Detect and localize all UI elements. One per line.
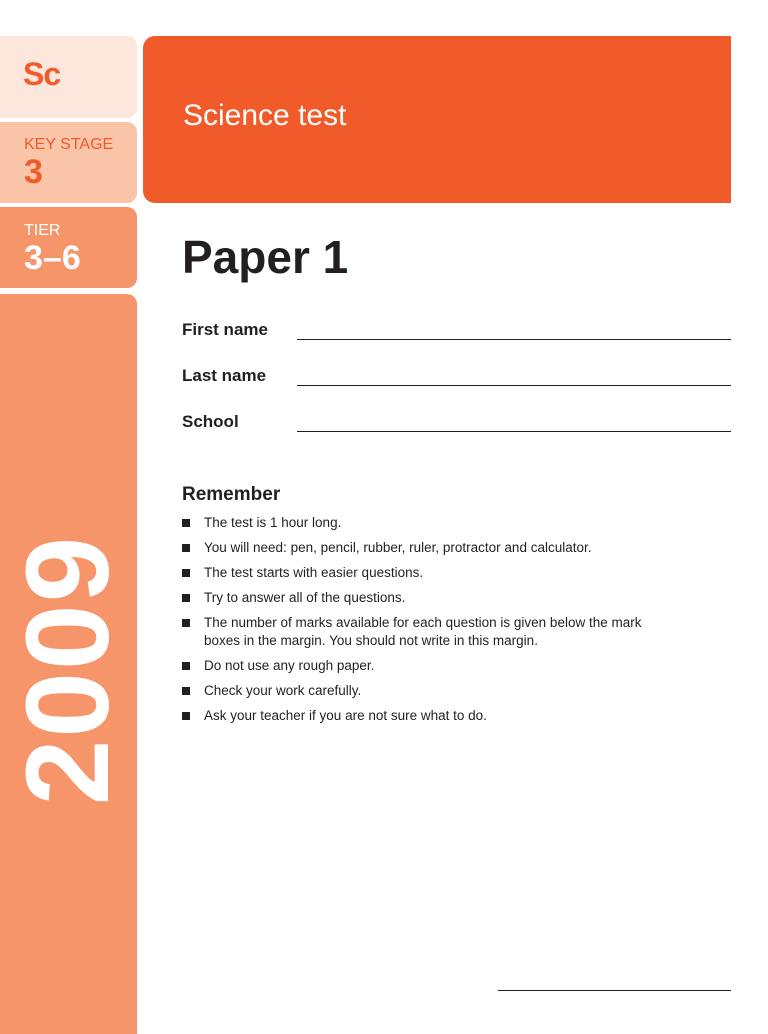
subject-panel	[0, 36, 137, 118]
key-stage-number: 3	[24, 153, 43, 191]
rule-text: Check your work carefully.	[204, 683, 362, 698]
list-item	[182, 707, 652, 725]
school-label: School	[182, 412, 239, 431]
key-stage-label: KEY STAGE	[24, 136, 114, 153]
list-item	[182, 614, 652, 650]
subject-code: Sc	[23, 56, 61, 92]
rule-text: You will need: pen, pencil, rubber, ruler, protractor and calculator.	[204, 540, 592, 555]
tier-label: TIER	[24, 222, 61, 239]
bullet-icon	[182, 569, 190, 577]
first-name-line[interactable]	[297, 339, 731, 340]
list-item	[182, 564, 652, 582]
first-name-label: First name	[182, 320, 268, 339]
rule-text: The number of marks available for each question is given below the mark boxes in the margin. You should not write in this margin.	[204, 615, 642, 648]
last-name-line[interactable]	[297, 385, 731, 386]
list-item	[182, 657, 652, 675]
bullet-icon	[182, 519, 190, 527]
key-stage-panel	[0, 122, 137, 203]
rule-text: Ask your teacher if you are not sure what to do.	[204, 708, 487, 723]
rule-text: Do not use any rough paper.	[204, 658, 375, 673]
school-line[interactable]	[297, 431, 731, 432]
bullet-icon	[182, 687, 190, 695]
rule-text: The test starts with easier questions.	[204, 565, 424, 580]
last-name-field[interactable]	[182, 366, 731, 390]
footer-line	[498, 990, 731, 991]
remember-heading: Remember	[182, 484, 281, 505]
banner-title: Science test	[183, 99, 347, 132]
rules-list	[182, 514, 652, 732]
title-banner	[143, 36, 731, 203]
bullet-icon	[182, 619, 190, 627]
tier-range: 3–6	[24, 239, 81, 277]
list-item	[182, 514, 652, 532]
list-item	[182, 589, 652, 607]
year-text: 2009	[2, 534, 134, 806]
bullet-icon	[182, 594, 190, 602]
bullet-icon	[182, 544, 190, 552]
first-name-field[interactable]	[182, 320, 731, 344]
bullet-icon	[182, 662, 190, 670]
list-item	[182, 539, 652, 557]
rule-text: The test is 1 hour long.	[204, 515, 342, 530]
bullet-icon	[182, 712, 190, 720]
list-item	[182, 682, 652, 700]
school-field[interactable]	[182, 412, 731, 436]
rule-text: Try to answer all of the questions.	[204, 590, 406, 605]
paper-title: Paper 1	[182, 231, 349, 283]
last-name-label: Last name	[182, 366, 267, 385]
